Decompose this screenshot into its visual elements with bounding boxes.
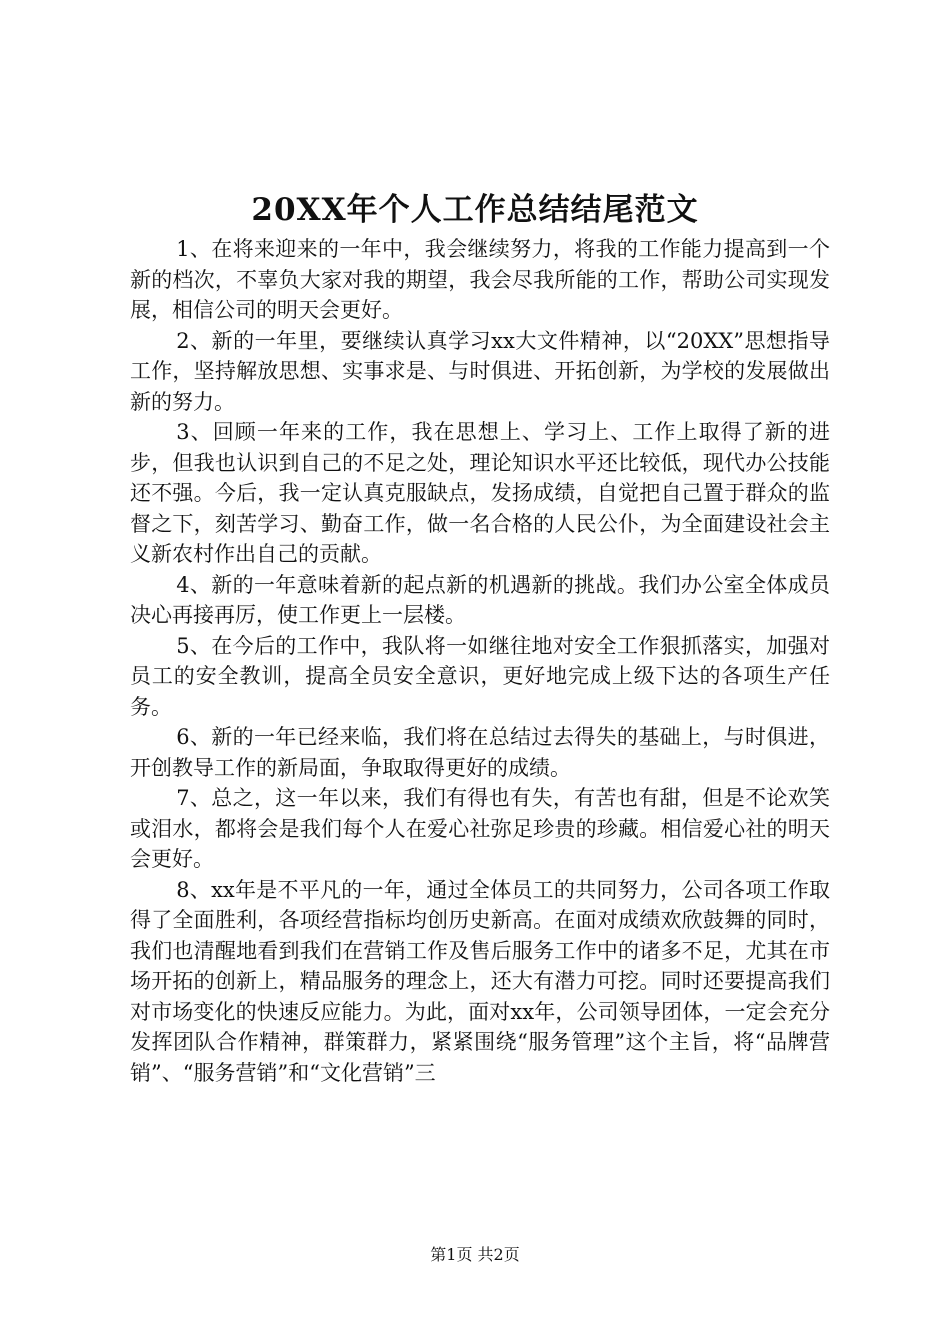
paragraph-7: 7、总之，这一年以来，我们有得也有失，有苦也有甜，但是不论欢笑或泪水，都将会是我们每个人在爱心社弥足珍贵的珍藏。相信爱心社的明天会更好。 [130, 786, 830, 871]
paragraph-2: 2、新的一年里，要继续认真学习xx大文件精神，以“20XX”思想指导工作，坚持解放思想、实事求是、与时俱进、开拓创新，为学校的发展做出新的努力。 [130, 328, 830, 414]
paragraph-6: 6、新的一年已经来临，我们将在总结过去得失的基础上，与时俱进，开创教导工作的新局面，争取取得更好的成绩。 [130, 725, 830, 780]
paragraph-5: 5、在今后的工作中，我队将一如继往地对安全工作狠抓落实，加强对员工的安全教训，提高全员安全意识，更好地完成上级下达的各项生产任务。 [130, 633, 830, 719]
document-title: 20XX年个人工作总结结尾范文 [251, 192, 699, 228]
page-footer: 第1页 共2页 [430, 1245, 520, 1264]
paragraph-4: 4、新的一年意味着新的起点新的机遇新的挑战。我们办公室全体成员决心再接再厉，使工作更上一层楼。 [130, 572, 830, 627]
document-body [130, 234, 830, 1088]
paragraph-3: 3、回顾一年来的工作，我在思想上、学习上、工作上取得了新的进步，但我也认识到自己的不足之处，理论知识水平还比较低，现代办公技能还不强。今后，我一定认真克服缺点，发扬成绩，自觉把自己置于群众的监督之下，刻苦学习、勤奋工作，做一名合格的人民公仆，为全面建设社会主义新农村作出自己的贡献。 [130, 420, 830, 566]
paragraph-1: 1、在将来迎来的一年中，我会继续努力，将我的工作能力提高到一个新的档次，不辜负大家对我的期望，我会尽我所能的工作，帮助公司实现发展，相信公司的明天会更好。 [130, 237, 830, 322]
paragraph-8: 8、xx年是不平凡的一年，通过全体员工的共同努力，公司各项工作取得了全面胜利，各项经营指标均创历史新高。在面对成绩欢欣鼓舞的同时，我们也清醒地看到我们在营销工作及售后服务工作中的诸多不足，尤其在市场开拓的创新上，精品服务的理念上，还大有潜力可挖。同时还要提高我们对市场变化的快速反应能力。为此，面对xx年，公司领导团体，一定会充分发挥团队合作精神，群策群力，紧紧围绕“服务管理”这个主旨，将“品牌营销”、“服务营销”和“文化营销”三 [130, 877, 830, 1085]
